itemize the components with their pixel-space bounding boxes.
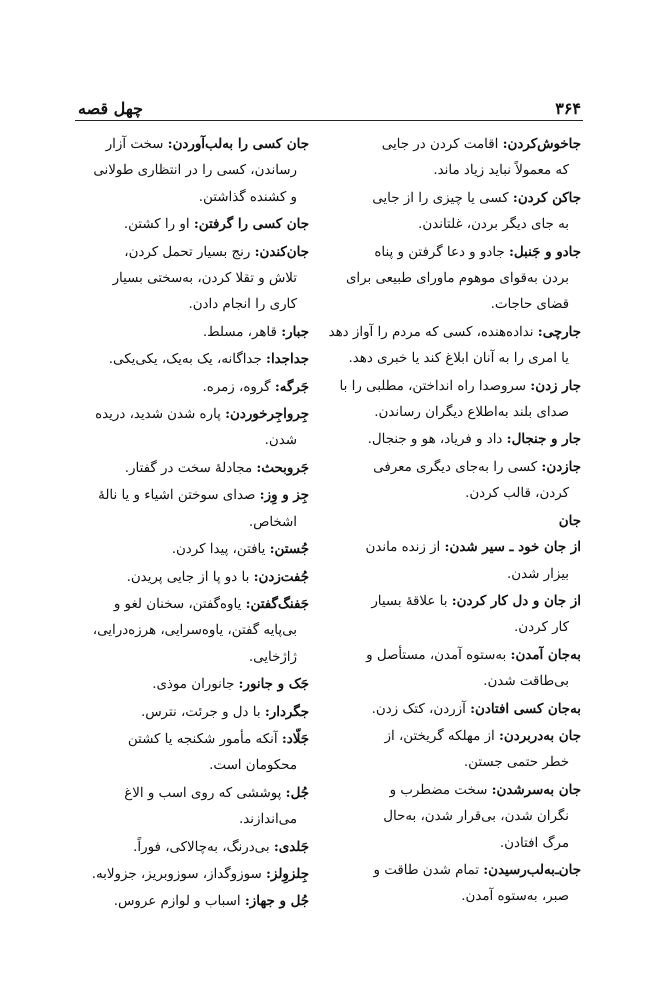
entry-headword: جِز و وِز:	[259, 487, 309, 504]
entry-first-line	[322, 185, 581, 212]
entry-headword: جُل:	[285, 784, 309, 801]
entry-headword: جَرگه:	[274, 378, 309, 395]
dictionary-entry	[75, 374, 309, 401]
entry-continuation: و کشنده گذاشتن.	[198, 189, 297, 205]
dictionary-entry	[75, 131, 309, 211]
entry-first-line	[322, 696, 581, 723]
entry-definition: رنج بسیار تحمل کردن،	[124, 244, 251, 260]
entry-headword: جاخوش‌کردن:	[502, 136, 581, 152]
entry-first-line	[75, 780, 309, 807]
dictionary-entry	[75, 239, 309, 319]
entry-definition: قاهر، مسلط.	[202, 324, 277, 340]
entry-continuation: بیزار شدن.	[507, 566, 569, 582]
entry-definition: بی‌درنگ، به‌چالاکی، فوراً.	[133, 839, 270, 855]
entry-continuation: صبر، به‌ستوه آمدن.	[461, 889, 569, 905]
entry-first-line	[75, 211, 309, 238]
entry-headword: جار و جنجال:	[506, 431, 581, 448]
entry-continuation: مرگ افتادن.	[499, 835, 569, 851]
entry-headword: جادو و جَنبل:	[508, 243, 581, 260]
entry-first-line	[75, 834, 309, 861]
entry-continuation: بی‌طاقت شدن.	[483, 674, 569, 690]
entry-headword: جِلزوِلز:	[266, 865, 309, 882]
running-title: چهل قصه	[78, 99, 144, 118]
entry-definition: تمام شدن طاقت و	[373, 862, 479, 878]
entry-headword: جان‌ـ‌به‌لب‌رسیدن:	[483, 861, 581, 878]
entry-headword: جبار:	[281, 323, 309, 340]
entry-headword: به‌جان کسی افتادن:	[470, 700, 581, 717]
entry-continuation: یا امری را به آنان ابلاغ کند یا خبری دهد.	[348, 351, 569, 367]
entry-first-line	[75, 319, 309, 346]
dictionary-entry	[322, 723, 581, 777]
entry-headword: جَلّاد:	[281, 730, 309, 747]
entry-first-line	[322, 131, 581, 158]
dictionary-entry	[75, 834, 309, 861]
entry-first-line	[75, 346, 309, 373]
entry-headword: جَروبحث:	[256, 459, 309, 476]
dictionary-entry	[75, 671, 309, 698]
right-column	[322, 131, 581, 911]
dictionary-entry	[322, 239, 581, 319]
entry-definition: سخت مضطرب و	[389, 782, 488, 798]
entry-headword: جُستن:	[269, 541, 309, 558]
entry-headword: جارچی:	[537, 323, 581, 340]
entry-headword: جان‌کندن:	[254, 243, 309, 260]
dictionary-entry	[75, 536, 309, 563]
entry-definition: نداده‌هنده، کسی که مردم را آواز دهد	[328, 324, 534, 340]
entry-first-line	[75, 482, 309, 509]
dictionary-entry	[322, 131, 581, 185]
entry-headword: جان کسی را گرفتن:	[193, 216, 309, 233]
entry-definition: صدای سوختن اشیاء و یا نالهٔ	[98, 488, 256, 504]
entry-definition: سروصدا راه انداختن، مطلبی را با	[339, 378, 527, 394]
entry-first-line	[75, 374, 309, 401]
entry-definition: داد و فریاد، هو و جنجال.	[367, 432, 503, 448]
entry-definition: پاره شدن شدید، دریده	[95, 407, 221, 423]
entry-definition: جانوران موذی.	[152, 677, 235, 693]
entry-continuation: اشخاص.	[248, 514, 297, 530]
dictionary-entry	[75, 346, 309, 373]
entry-definition: اقامت کردن در جایی	[381, 137, 499, 152]
entry-headword: جاکن کردن:	[512, 189, 581, 206]
dictionary-entry	[322, 534, 581, 588]
section-heading: جان	[558, 512, 581, 529]
entry-headword: جار زدن:	[530, 377, 581, 394]
entry-definition: کسی یا چیزی را از جایی	[372, 190, 509, 206]
dictionary-entry	[322, 777, 581, 857]
entry-headword: جازدن:	[541, 458, 581, 475]
dictionary-entry	[322, 642, 581, 696]
entry-first-line	[322, 534, 581, 561]
entry-continuation: تلاش و تقلا کردن، به‌سختی بسیار	[112, 271, 297, 287]
dictionary-entry	[75, 888, 309, 915]
entry-definition: یاوه‌گفتن، سخنان لغو و	[113, 596, 242, 612]
entry-continuation: رساندن، کسی را در انتظاری طولانی	[93, 163, 297, 179]
entry-first-line	[75, 861, 309, 888]
entry-definition: کسی را به‌جای دیگری معرفی	[373, 459, 538, 475]
page-number: ۳۶۴	[555, 99, 581, 118]
entry-first-line	[322, 723, 581, 750]
entry-headword: به‌جان آمدن:	[510, 646, 581, 663]
entry-continuation: محکومان است.	[209, 758, 297, 774]
dictionary-entry	[322, 185, 581, 239]
entry-definition: با دل و جرئت، نترس.	[140, 704, 261, 720]
entry-definition: آنکه مأمور شکنجه یا کشتن	[127, 731, 278, 747]
entry-first-line	[75, 536, 309, 563]
entry-first-line	[322, 426, 581, 453]
dictionary-entry	[75, 699, 309, 726]
dictionary-entry	[322, 426, 581, 453]
entry-headword: جان کسی را به‌لب‌آوردن:	[167, 136, 309, 152]
dictionary-entry	[75, 211, 309, 238]
entry-definition: از زنده ماندن	[365, 540, 441, 556]
entry-continuation: خطر حتمی جستن.	[463, 755, 569, 771]
entry-definition: جداگانه، یک به‌یک، یکی‌یکی.	[108, 352, 262, 368]
entry-continuation: کار کردن.	[514, 620, 569, 636]
entry-definition: مجادلهٔ سخت در گفتار.	[124, 460, 253, 476]
dictionary-entry	[322, 319, 581, 373]
entry-headword: جَفنگ‌گفتن:	[245, 595, 309, 612]
entry-continuation: به جای دیگر بردن، غلتاندن.	[418, 217, 569, 233]
entry-headword: جگردار:	[264, 703, 309, 720]
header-rule	[75, 120, 583, 121]
dictionary-entry	[75, 401, 309, 455]
entry-continuation: بی‌پایه گفتن، یاوه‌سرایی، هرزه‌درایی،	[92, 623, 297, 639]
entry-headword: جان به‌دربردن:	[498, 727, 581, 744]
entry-definition: او را کشتن.	[123, 217, 190, 233]
dictionary-entry	[322, 373, 581, 427]
entry-first-line	[322, 373, 581, 400]
dictionary-entry	[75, 591, 309, 671]
entry-headword: جان به‌سرشدن:	[491, 781, 581, 798]
entry-continuation: کردن، قالب کردن.	[465, 486, 569, 502]
entry-continuation: ژاژخایی.	[248, 649, 297, 665]
entry-first-line	[322, 588, 581, 615]
entry-definition: یافتن، پیدا کردن.	[171, 542, 266, 558]
entry-first-line	[75, 671, 309, 698]
dictionary-entry	[75, 726, 309, 780]
dictionary-entry	[75, 564, 309, 591]
entry-first-line	[75, 239, 309, 266]
entry-continuation: که معمولاً نباید زیاد ماند.	[433, 163, 569, 179]
entry-definition: اسباب و لوازم عروس.	[113, 894, 241, 910]
entry-first-line	[75, 401, 309, 428]
entry-headword: جَلدی:	[273, 838, 309, 855]
entry-definition: به‌ستوه آمدن، مستأصل و	[366, 647, 507, 663]
entry-headword: جَک و جانور:	[238, 676, 309, 693]
entry-first-line	[322, 642, 581, 669]
entry-continuation: بردن به‌قوای موهوم ماورای طبیعی برای	[345, 271, 569, 287]
entry-first-line	[322, 319, 581, 346]
entry-first-line	[322, 857, 581, 884]
entry-headword: جداجدا:	[266, 351, 309, 368]
entry-first-line	[75, 726, 309, 753]
entry-headword: از جان و دل کار کردن:	[451, 592, 581, 609]
entry-continuation: شدن.	[264, 433, 297, 449]
dictionary-entry	[322, 696, 581, 723]
page-header	[78, 86, 581, 118]
dictionary-entry	[322, 857, 581, 911]
entry-first-line	[75, 131, 309, 158]
left-column	[75, 131, 309, 916]
dictionary-entry	[75, 319, 309, 346]
entry-first-line	[75, 455, 309, 482]
entry-definition: سخت آزار	[105, 137, 164, 152]
entry-headword: جِرواجِرخوردن:	[225, 406, 309, 423]
entry-first-line	[322, 239, 581, 266]
entry-first-line	[322, 777, 581, 804]
entry-definition: سوزوگداز، سوزوبریز، جزولابه.	[91, 866, 262, 882]
entry-first-line	[75, 888, 309, 915]
entry-continuation: صدای بلند به‌اطلاع دیگران رساندن.	[374, 405, 569, 421]
entry-definition: با علاقهٔ بسیار	[371, 593, 448, 609]
entry-first-line	[322, 454, 581, 481]
dictionary-entry	[75, 455, 309, 482]
dictionary-entry	[75, 482, 309, 536]
dictionary-entry	[75, 780, 309, 834]
entry-definition: با دو پا از جایی پریدن.	[126, 569, 250, 585]
entry-headword: از جان خود ـ سیر شدن:	[444, 539, 581, 556]
entry-definition: از مهلکه گریختن، از	[384, 728, 495, 744]
entry-continuation: می‌اندازند.	[238, 812, 297, 828]
entry-continuation: کاری را انجام دادن.	[188, 297, 297, 313]
entry-definition: پوششی که روی اسب و الاغ	[124, 785, 282, 801]
entry-first-line	[75, 591, 309, 618]
entry-headword: جُفت‌زدن:	[253, 568, 309, 585]
entry-definition: گروه، زمره.	[202, 379, 271, 395]
dictionary-entry	[75, 861, 309, 888]
dictionary-entry	[322, 454, 581, 508]
entry-first-line	[75, 564, 309, 591]
entry-continuation: قضای حاجات.	[490, 297, 569, 313]
entry-definition: جادو و دعا گرفتن و پناه	[374, 244, 505, 260]
entry-headword: جُل و جهاز:	[244, 893, 309, 910]
entry-definition: آزردن، کتک زدن.	[371, 701, 466, 717]
dictionary-entry	[322, 588, 581, 642]
entry-continuation: نگران شدن، بی‌قرار شدن، به‌حال	[383, 809, 569, 825]
entry-first-line	[75, 699, 309, 726]
